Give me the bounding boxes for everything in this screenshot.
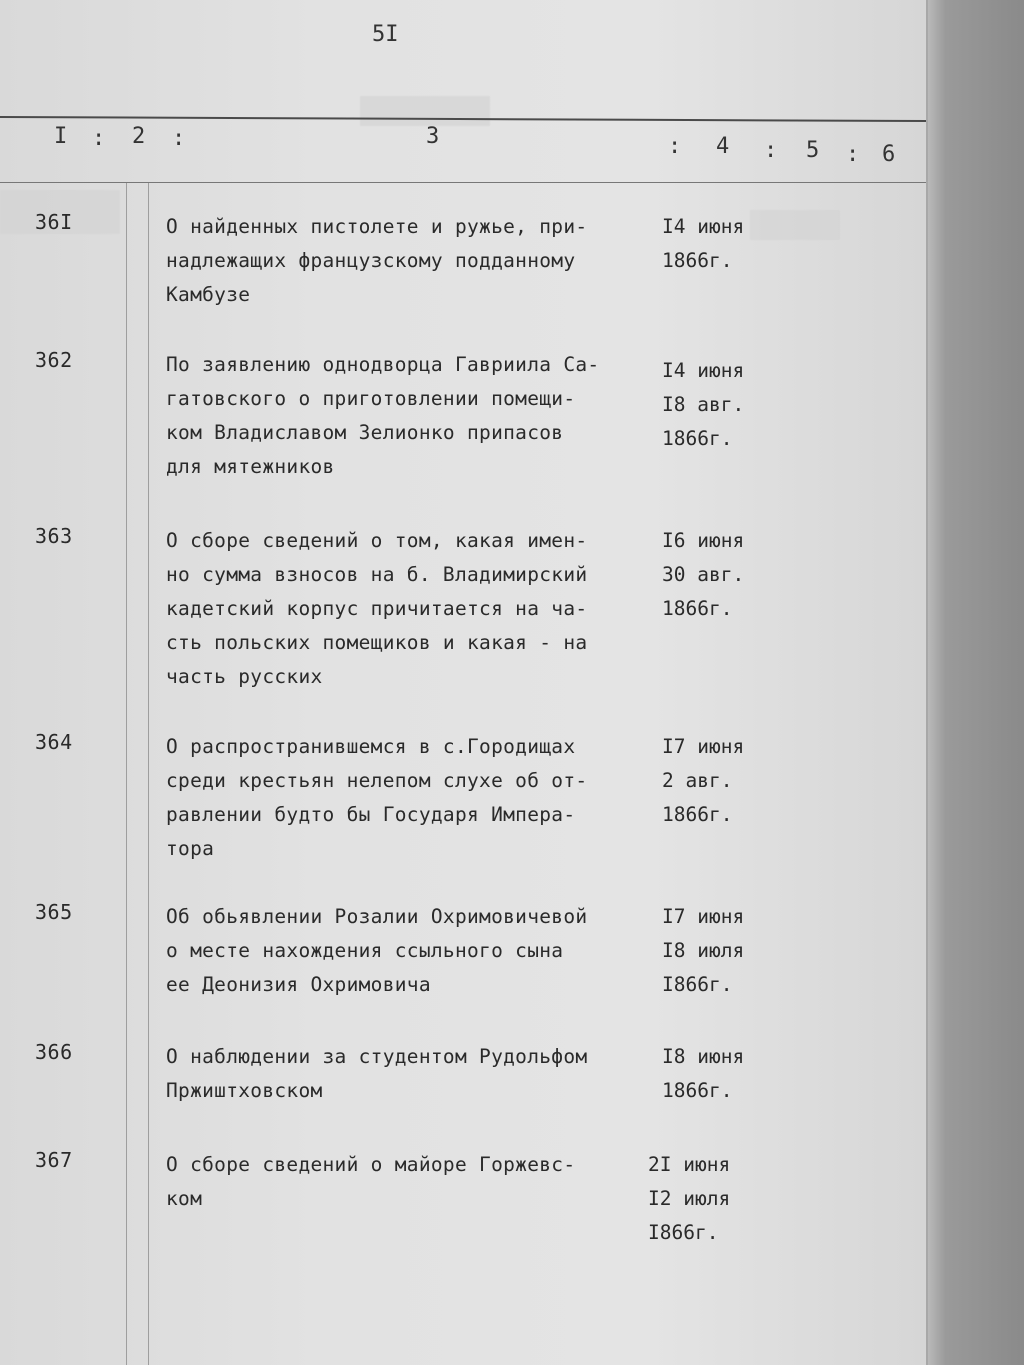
- column-separator: :: [846, 142, 860, 167]
- bleed-through-mark: [360, 96, 490, 126]
- header-rule-bottom: [0, 182, 926, 183]
- page-edge-shadow: [926, 0, 1024, 1365]
- entry-title: О распространившемся в с.Городищах среди крестьян нелепом слухе об от- равлении будто бы Государя Импера- тора: [166, 735, 588, 860]
- column-separator: :: [764, 138, 778, 163]
- entry-number: 365: [35, 900, 73, 924]
- entry-dates: I4 июня I8 авг. 1866г.: [662, 359, 745, 450]
- entry-dates: I6 июня 30 авг. 1866г.: [662, 529, 745, 620]
- page-edge-line: [926, 0, 928, 1365]
- column-header-6: 6: [882, 142, 896, 167]
- column-separator: :: [92, 126, 106, 151]
- entry-title: О сборе сведений о том, какая имен- но сумма взносов на б. Владимирский кадетский корпус причитается на ча- сть польских помещиков и какая - на часть русских: [166, 529, 588, 688]
- column-separator: :: [668, 134, 682, 159]
- entry-number: 364: [35, 730, 73, 754]
- column-header-2: 2: [132, 124, 146, 149]
- entry-number: 363: [35, 524, 73, 548]
- entry-title: О наблюдении за студентом Рудольфом Пржиштховском: [166, 1045, 588, 1102]
- column-header-5: 5: [806, 138, 820, 163]
- entry-title: О найденных пистолете и ружье, при- надлежащих французскому подданному Камбузе: [166, 215, 588, 306]
- column-divider: [148, 183, 149, 1365]
- entry-number: 366: [35, 1040, 73, 1064]
- entry-dates: I7 июня I8 июля I866г.: [662, 905, 745, 996]
- entry-title: По заявлению однодворца Гавриила Са- гатовского о приготовлении помещи- ком Владиславом Зелионко припасов для мятежников: [166, 353, 600, 478]
- column-divider: [126, 183, 127, 1365]
- entry-number: 367: [35, 1148, 73, 1172]
- entry-dates: 2I июня I2 июля I866г.: [648, 1153, 731, 1244]
- entry-dates: I7 июня 2 авг. 1866г.: [662, 735, 745, 826]
- entry-title: Об обьявлении Розалии Охримовичевой о месте нахождения ссыльного сына ее Деонизия Охримовича: [166, 905, 588, 996]
- entry-number: 362: [35, 348, 73, 372]
- entry-dates: I8 июня 1866г.: [662, 1045, 745, 1102]
- entry-number: 36I: [35, 210, 73, 234]
- column-separator: :: [172, 126, 186, 151]
- page-number: 5I: [372, 22, 399, 47]
- entry-dates: I4 июня 1866г.: [662, 215, 745, 272]
- column-header-4: 4: [716, 134, 730, 159]
- column-header-3: 3: [426, 124, 440, 149]
- entry-title: О сборе сведений о майоре Горжевс- ком: [166, 1153, 576, 1210]
- column-header-1: I: [54, 124, 68, 149]
